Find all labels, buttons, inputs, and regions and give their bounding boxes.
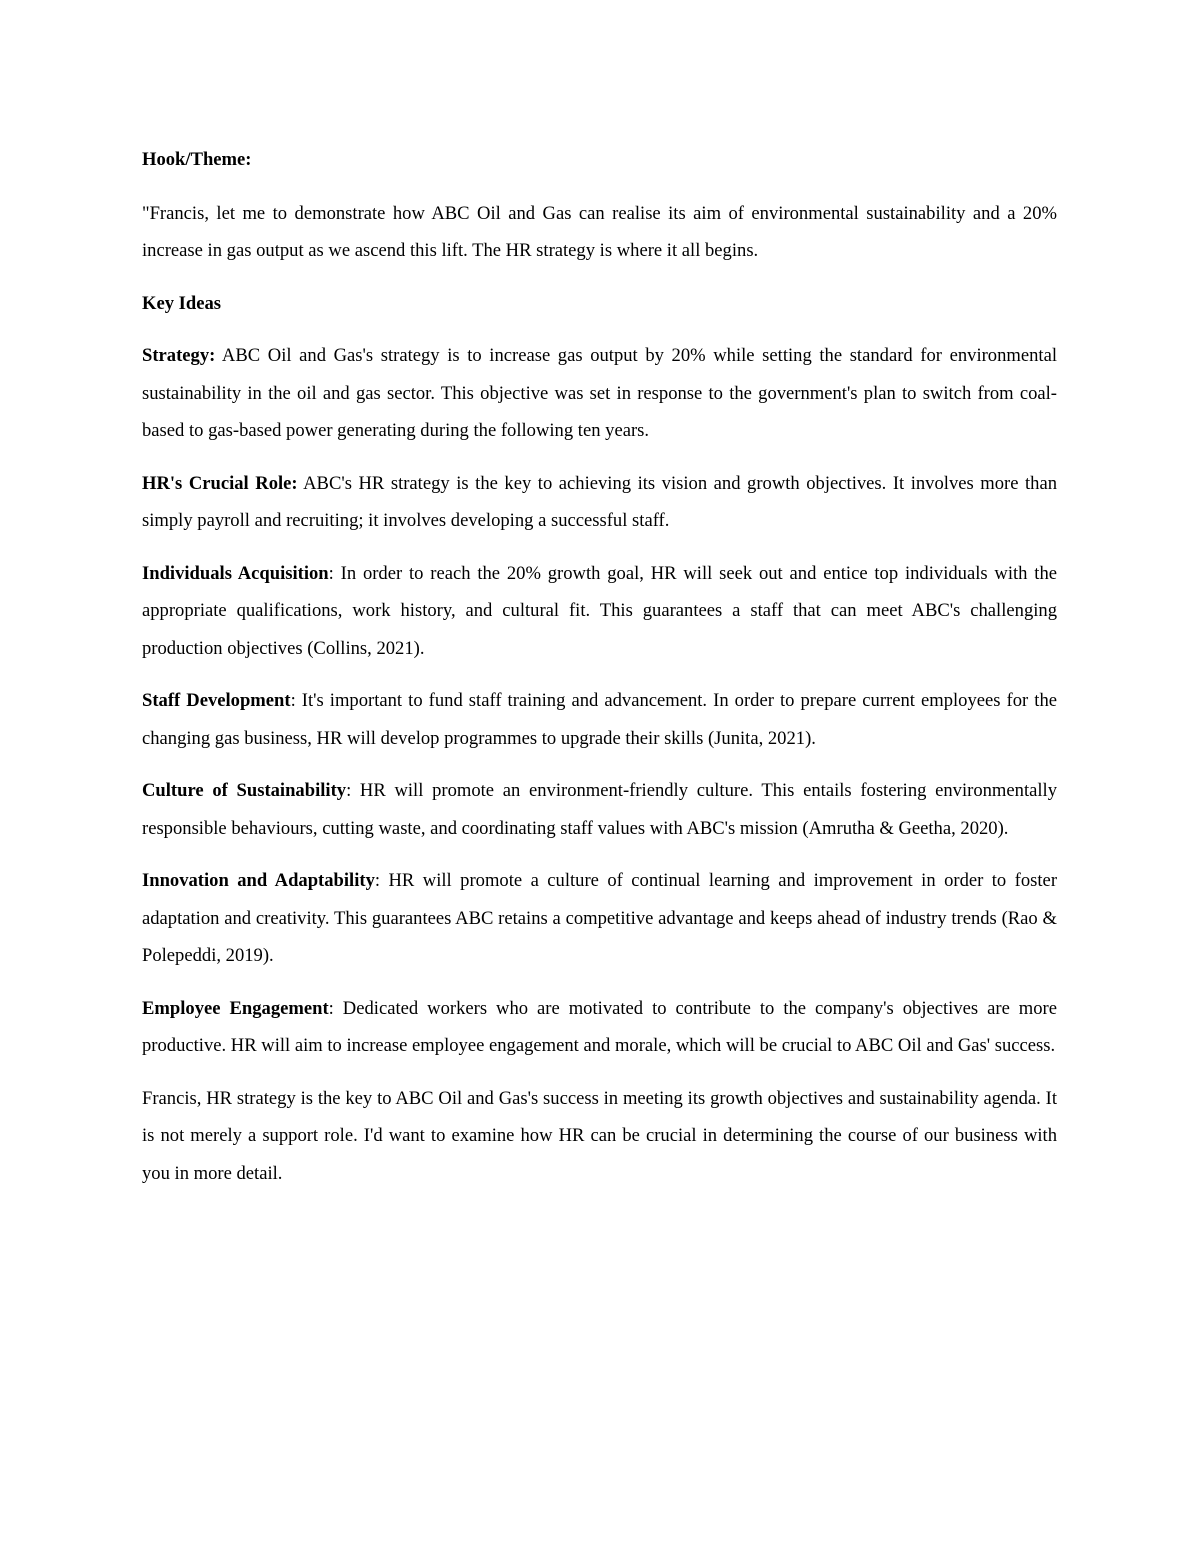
hr-role-paragraph xyxy=(142,465,1057,540)
employee-engagement-paragraph xyxy=(142,990,1057,1065)
sustainability-culture-paragraph xyxy=(142,772,1057,847)
staff-development-term: Staff Development xyxy=(142,690,291,711)
innovation-text: : HR will promote a culture of continual learning and improvement in order to foster adaptation and creativity. This guarantees ABC retains a competitive advantage and keeps ahead of industry trends (Rao & Polepeddi, 2019). xyxy=(142,870,1058,966)
employee-engagement-term: Employee Engagement xyxy=(142,997,329,1019)
closing-paragraph: Francis, HR strategy is the key to ABC Oil and Gas's success in meeting its growth objectives and sustainability agenda. It is not merely a support role. I'd want to examine how HR can be crucial in determining the course of our business with you in more detail. xyxy=(142,1087,1057,1184)
acquisition-term: Individuals Acquisition xyxy=(142,562,329,584)
staff-development-text: : It's important to fund staff training and advancement. In order to prepare current employees for the changing gas business, HR will develop programmes to upgrade their skills (Junita, 2021). xyxy=(142,690,1057,749)
strategy-term: Strategy: xyxy=(142,345,216,366)
innovation-term: Innovation and Adaptability xyxy=(142,870,375,891)
key-ideas-heading: Key Ideas xyxy=(142,292,222,314)
document-body xyxy=(142,141,1057,1207)
hr-role-text: ABC's HR strategy is the key to achieving its vision and growth objectives. It involves more than simply payroll and recruiting; it involves developing a successful staff. xyxy=(142,472,1058,531)
sustainability-culture-text: : HR will promote an environment-friendly culture. This entails fostering environmentally responsible behaviours, cutting waste, and coordinating staff values with ABC's mission (Amrutha & Geetha, 2020). xyxy=(142,780,1057,839)
employee-engagement-text: : Dedicated workers who are motivated to contribute to the company's objectives are more productive. HR will aim to increase employee engagement and morale, which will be crucial to ABC Oil and Gas' success. xyxy=(142,997,1058,1056)
strategy-text: ABC Oil and Gas's strategy is to increase gas output by 20% while setting the standard for environmental sustainability in the oil and gas sector. This objective was set in response to the government's plan to switch from coal-based to gas-based power generating during the following ten years. xyxy=(142,345,1057,441)
hook-heading: Hook/Theme: xyxy=(142,149,252,170)
innovation-paragraph xyxy=(142,862,1057,975)
hook-paragraph: "Francis, let me to demonstrate how ABC Oil and Gas can realise its aim of environmental sustainability and a 20% increase in gas output as we ascend this lift. The HR strategy is where it all begins. xyxy=(142,202,1057,261)
strategy-paragraph xyxy=(142,337,1057,450)
staff-development-paragraph xyxy=(142,682,1057,757)
hr-role-term: HR's Crucial Role: xyxy=(142,472,298,494)
sustainability-culture-term: Culture of Sustainability xyxy=(142,780,347,801)
acquisition-text: : In order to reach the 20% growth goal, HR will seek out and entice top individuals with the appropriate qualifications, work history, and cultural fit. This guarantees a staff that can meet ABC's challenging production objectives (Collins, 2021). xyxy=(142,562,1058,659)
acquisition-paragraph xyxy=(142,555,1057,668)
